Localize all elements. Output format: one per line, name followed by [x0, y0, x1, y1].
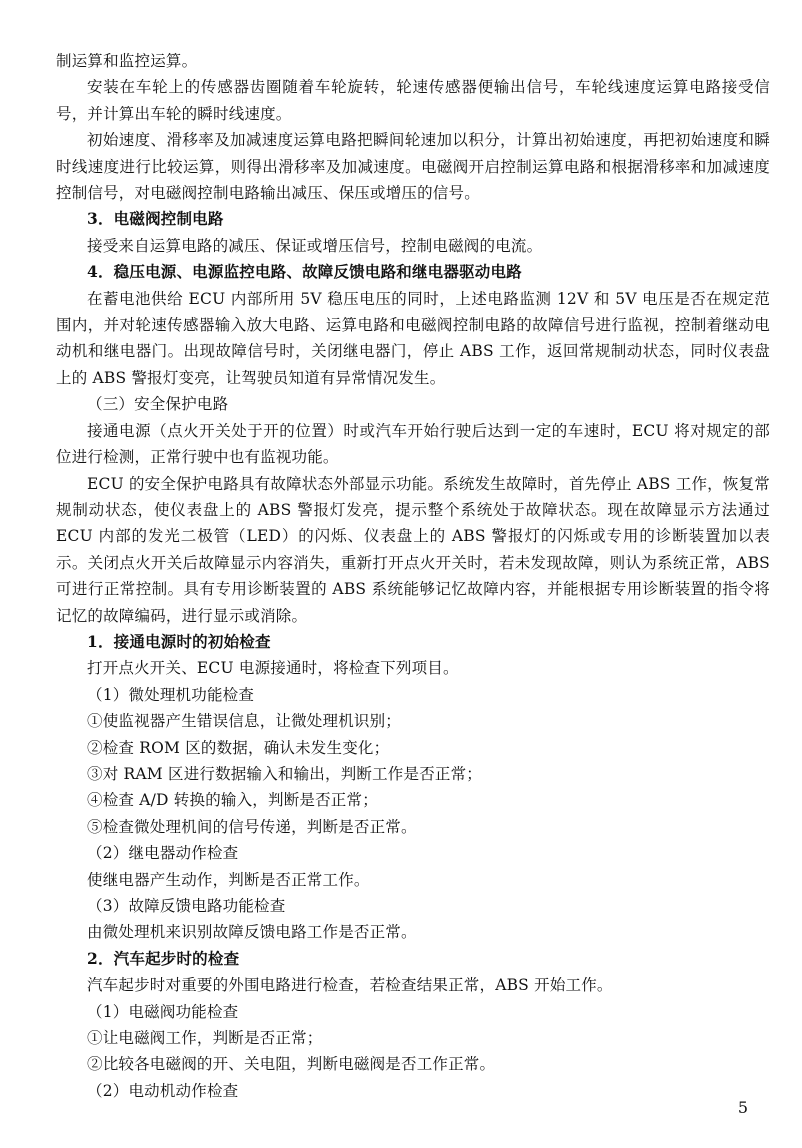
paragraph: ⑤检查微处理机间的信号传递，判断是否正常。	[87, 817, 417, 836]
section-heading: 3．电磁阀控制电路	[87, 209, 224, 229]
paragraph: ①让电磁阀工作，判断是否正常；	[87, 1029, 323, 1048]
paragraph: 在蓄电池供给 ECU 内部所用 5V 稳压电压的同时，上述电路监测 12V 和 5V 电压是否在规定范围内，并对轮速传感器输入放大电路、运算电路和电磁阀控制电路的故障信号进行监视，控制着继动电动机和继电器门。出现故障信号时，关闭继电器门，停止 ABS 工作，返回常规制动状态，同时仪表盘上的 ABS 警报灯变亮，让驾驶员知道有异常情况发生。	[56, 289, 770, 387]
paragraph: ECU 的安全保护电路具有故障状态外部显示功能。系统发生故障时，首先停止 ABS 工作，恢复常规制动状态，使仪表盘上的 ABS 警报灯发亮，提示整个系统处于故障状态。现在故障显示方法通过 ECU 内部的发光二极管（LED）的闪烁、仪表盘上的 ABS 警报灯的闪烁或专用的诊断装置加以表示。关闭点火开关后故障显示内容消失，重新打开点火开关时，若未发现故障，则认为系统正常，ABS 可进行正常控制。具有专用诊断装置的 ABS 系统能够记忆故障内容，并能根据专用诊断装置的指令将记忆的故障编码，进行显示或消除。	[56, 474, 770, 625]
paragraph: ②检查 ROM 区的数据，确认未发生变化；	[87, 738, 390, 757]
paragraph: 接受来自运算电路的减压、保证或增压信号，控制电磁阀的电流。	[87, 236, 543, 255]
paragraph: 初始速度、滑移率及加减速度运算电路把瞬间轮速加以积分，计算出初始速度，再把初始速度和瞬时线速度进行比较运算，则得出滑移率及加减速度。电磁阀开启控制运算电路和根据滑移率和加减速度控制信号，对电磁阀控制电路输出减压、保压或增压的信号。	[56, 131, 770, 203]
paragraph: （3）故障反馈电路功能检查	[87, 897, 286, 915]
paragraph: 安装在车轮上的传感器齿圈随着车轮旋转，轮速传感器便输出信号，车轮线速度运算电路接受信号，并计算出车轮的瞬时线速度。	[56, 78, 770, 123]
paragraph: 由微处理机来识别故障反馈电路工作是否正常。	[87, 923, 417, 942]
paragraph: ②比较各电磁阀的开、关电阻，判断电磁阀是否工作正常。	[87, 1055, 496, 1074]
paragraph: 打开点火开关、ECU 电源接通时，将检查下列项目。	[87, 659, 459, 678]
paragraph: （1）电磁阀功能检查	[87, 1002, 239, 1021]
paragraph: 使继电器产生动作，判断是否正常工作。	[87, 870, 370, 889]
paragraph: （2）继电器动作检查	[87, 844, 239, 863]
paragraph: ④检查 A/D 转换的输入，判断是否正常；	[87, 791, 378, 810]
paragraph: （2）电动机动作检查	[87, 1081, 239, 1100]
page-number: 5	[737, 1098, 748, 1117]
paragraph: ③对 RAM 区进行数据输入和输出，判断工作是否正常；	[87, 764, 482, 783]
paragraph: （1）微处理机功能检查	[87, 685, 255, 704]
paragraph: 接通电源（点火开关处于开的位置）时或汽车开始行驶后达到一定的车速时，ECU 将对规定的部位进行检测，正常行驶中也有监视功能。	[56, 421, 770, 467]
paragraph: （三）安全保护电路	[87, 395, 229, 414]
page-body	[56, 48, 770, 1104]
section-heading: 1．接通电源时的初始检查	[87, 631, 271, 651]
section-heading: 4．稳压电源、电源监控电路、故障反馈电路和继电器驱动电路	[87, 262, 522, 282]
paragraph: ①使监视器产生错误信息，让微处理机识别；	[87, 712, 402, 731]
paragraph: 制运算和监控运算。	[56, 52, 198, 70]
paragraph: 汽车起步时对重要的外围电路进行检查，若检查结果正常，ABS 开始工作。	[87, 976, 613, 995]
section-heading: 2．汽车起步时的检查	[87, 948, 240, 968]
